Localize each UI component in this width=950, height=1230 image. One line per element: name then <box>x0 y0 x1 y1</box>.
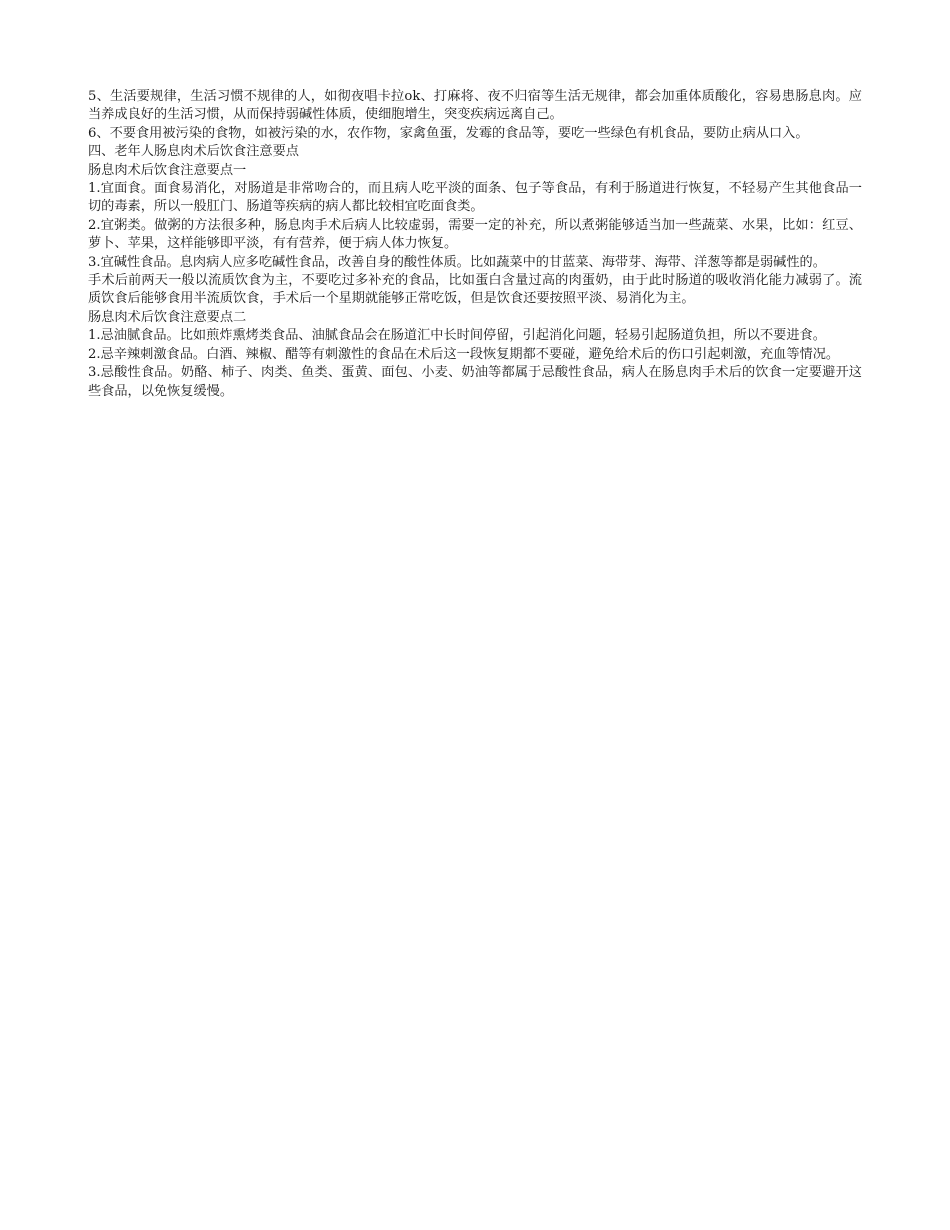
document-body <box>88 88 862 401</box>
paragraph-noodles: 1.宜面食。面食易消化，对肠道是非常吻合的，而且病人吃平淡的面条、包子等食品，有利于肠道进行恢复，不轻易产生其他食品一切的毒素，所以一般肛门、肠道等疾病的病人都比较相宜吃面食类。 <box>88 181 862 215</box>
paragraph-avoid-acidic: 3.忌酸性食品。奶酪、柿子、肉类、鱼类、蛋黄、面包、小麦、奶油等都属于忌酸性食品，病人在肠息肉手术后的饮食一定要避开这些食品，以免恢复缓慢。 <box>88 365 862 399</box>
paragraph-post-op-liquid-diet: 手术后前两天一般以流质饮食为主，不要吃过多补充的食品，比如蛋白含量过高的肉蛋奶，由于此时肠道的吸收消化能力减弱了。流质饮食后能够食用半流质饮食，手术后一个星期就能够正常吃饭，但是饮食还要按照平淡、易消化为主。 <box>88 273 862 307</box>
subheading-points-one: 肠息肉术后饮食注意要点一 <box>88 162 247 178</box>
section-heading: 四、老年人肠息肉术后饮食注意要点 <box>88 144 299 160</box>
paragraph-alkaline-food: 3.宜碱性食品。息肉病人应多吃碱性食品，改善自身的酸性体质。比如蔬菜中的甘蓝菜、海带芽、海带、洋葱等都是弱碱性的。 <box>88 254 826 270</box>
paragraph-avoid-polluted-food: 6、不要食用被污染的食物，如被污染的水，农作物，家禽鱼蛋，发霉的食品等，要吃一些绿色有机食品，要防止病从口入。 <box>88 125 809 141</box>
paragraph-lifestyle-regularity: 5、生活要规律，生活习惯不规律的人，如彻夜唱卡拉ok、打麻将、夜不归宿等生活无规律，都会加重体质酸化，容易患肠息肉。应当养成良好的生活习惯，从而保持弱碱性体质，使细胞增生，突变疾病远离自己。 <box>88 89 862 123</box>
paragraph-porridge: 2.宜粥类。做粥的方法很多种，肠息肉手术后病人比较虚弱，需要一定的补充，所以煮粥能够适当加一些蔬菜、水果，比如：红豆、萝卜、苹果，这样能够即平淡，有有营养，便于病人体力恢复。 <box>88 217 862 252</box>
paragraph-avoid-greasy: 1.忌油腻食品。比如煎炸熏烤类食品、油腻食品会在肠道汇中长时间停留，引起消化问题，轻易引起肠道负担，所以不要进食。 <box>88 328 826 344</box>
subheading-points-two: 肠息肉术后饮食注意要点二 <box>88 309 247 325</box>
paragraph-avoid-spicy: 2.忌辛辣刺激食品。白酒、辣椒、醋等有刺激性的食品在术后这一段恢复期都不要碰，避免给术后的伤口引起刺激，充血等情况。 <box>88 346 840 362</box>
